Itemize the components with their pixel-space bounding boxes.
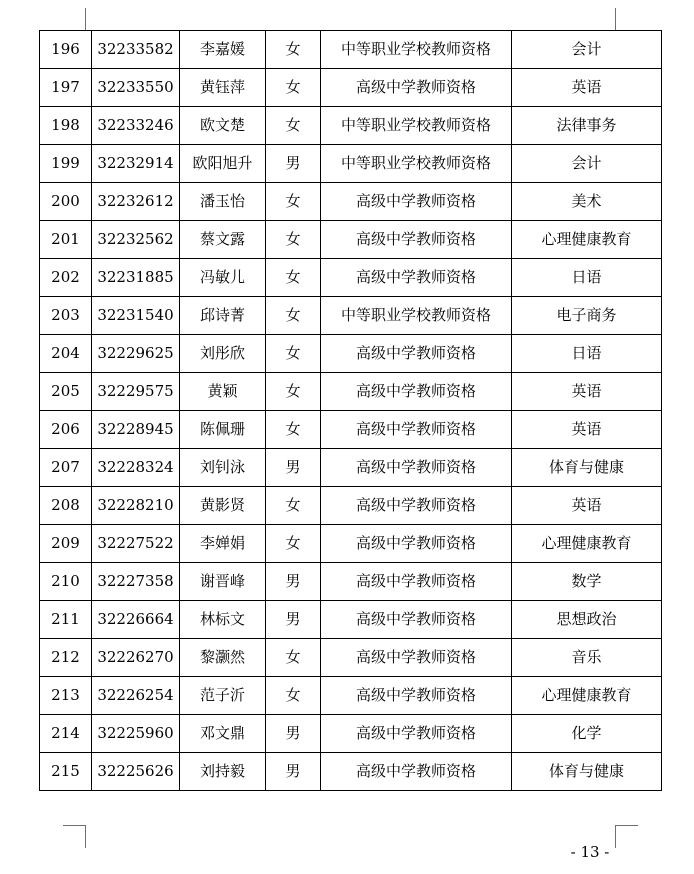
row-number-cell: 200: [40, 183, 92, 221]
subject-cell: 心理健康教育: [512, 525, 662, 563]
gender-cell: 女: [266, 411, 321, 449]
candidate-id-cell: 32226664: [92, 601, 180, 639]
row-number-cell: 212: [40, 639, 92, 677]
subject-cell: 思想政治: [512, 601, 662, 639]
table-row: [40, 31, 662, 69]
candidate-name-cell: 李婵娟: [180, 525, 266, 563]
candidate-name-cell: 蔡文露: [180, 221, 266, 259]
qualification-cell: 高级中学教师资格: [321, 449, 512, 487]
table-row: [40, 335, 662, 373]
candidate-name-cell: 范子沂: [180, 677, 266, 715]
table-row: [40, 563, 662, 601]
row-number-cell: 211: [40, 601, 92, 639]
candidate-name-cell: 黄颖: [180, 373, 266, 411]
candidate-name-cell: 邱诗菁: [180, 297, 266, 335]
candidate-name-cell: 刘彤欣: [180, 335, 266, 373]
row-number-cell: 208: [40, 487, 92, 525]
table-row: [40, 183, 662, 221]
subject-cell: 会计: [512, 31, 662, 69]
row-number-cell: 196: [40, 31, 92, 69]
row-number-cell: 201: [40, 221, 92, 259]
gender-cell: 女: [266, 69, 321, 107]
candidate-table-body: [40, 31, 662, 791]
table-row: [40, 753, 662, 791]
row-number-cell: 204: [40, 335, 92, 373]
candidate-id-cell: 32228210: [92, 487, 180, 525]
subject-cell: 会计: [512, 145, 662, 183]
subject-cell: 英语: [512, 487, 662, 525]
gender-cell: 男: [266, 449, 321, 487]
row-number-cell: 203: [40, 297, 92, 335]
row-number-cell: 207: [40, 449, 92, 487]
subject-cell: 英语: [512, 373, 662, 411]
qualification-cell: 高级中学教师资格: [321, 563, 512, 601]
candidate-id-cell: 32229625: [92, 335, 180, 373]
candidate-id-cell: 32232612: [92, 183, 180, 221]
row-number-cell: 215: [40, 753, 92, 791]
subject-cell: 日语: [512, 259, 662, 297]
gender-cell: 男: [266, 601, 321, 639]
candidate-id-cell: 32231885: [92, 259, 180, 297]
gender-cell: 女: [266, 639, 321, 677]
table-row: [40, 639, 662, 677]
qualification-cell: 高级中学教师资格: [321, 335, 512, 373]
candidate-name-cell: 林标文: [180, 601, 266, 639]
candidate-name-cell: 刘钊泳: [180, 449, 266, 487]
qualification-cell: 高级中学教师资格: [321, 373, 512, 411]
subject-cell: 法律事务: [512, 107, 662, 145]
candidate-name-cell: 黄影贤: [180, 487, 266, 525]
candidate-id-cell: 32227358: [92, 563, 180, 601]
gender-cell: 女: [266, 259, 321, 297]
subject-cell: 数学: [512, 563, 662, 601]
table-row: [40, 69, 662, 107]
candidate-id-cell: 32227522: [92, 525, 180, 563]
subject-cell: 电子商务: [512, 297, 662, 335]
qualification-cell: 高级中学教师资格: [321, 487, 512, 525]
candidate-id-cell: 32228945: [92, 411, 180, 449]
candidate-id-cell: 32233246: [92, 107, 180, 145]
candidate-name-cell: 欧文楚: [180, 107, 266, 145]
qualification-cell: 高级中学教师资格: [321, 715, 512, 753]
qualification-cell: 中等职业学校教师资格: [321, 31, 512, 69]
candidate-name-cell: 黎灏然: [180, 639, 266, 677]
crop-mark-top-right: [615, 8, 638, 31]
candidate-id-cell: 32233582: [92, 31, 180, 69]
candidate-name-cell: 黄钰萍: [180, 69, 266, 107]
gender-cell: 女: [266, 677, 321, 715]
qualification-cell: 中等职业学校教师资格: [321, 107, 512, 145]
candidate-name-cell: 刘持毅: [180, 753, 266, 791]
qualification-cell: 高级中学教师资格: [321, 525, 512, 563]
qualification-cell: 高级中学教师资格: [321, 677, 512, 715]
gender-cell: 女: [266, 525, 321, 563]
candidate-name-cell: 冯敏儿: [180, 259, 266, 297]
candidate-id-cell: 32228324: [92, 449, 180, 487]
table-row: [40, 677, 662, 715]
crop-mark-top-left: [63, 8, 86, 31]
table-row: [40, 145, 662, 183]
gender-cell: 男: [266, 563, 321, 601]
gender-cell: 女: [266, 297, 321, 335]
gender-cell: 女: [266, 107, 321, 145]
candidate-name-cell: 邓文鼎: [180, 715, 266, 753]
subject-cell: 音乐: [512, 639, 662, 677]
table-row: [40, 715, 662, 753]
gender-cell: 男: [266, 145, 321, 183]
subject-cell: 心理健康教育: [512, 221, 662, 259]
candidate-name-cell: 谢晋峰: [180, 563, 266, 601]
page-number: - 13 -: [570, 843, 610, 861]
qualification-cell: 中等职业学校教师资格: [321, 145, 512, 183]
candidate-name-cell: 李嘉媛: [180, 31, 266, 69]
row-number-cell: 210: [40, 563, 92, 601]
row-number-cell: 213: [40, 677, 92, 715]
subject-cell: 美术: [512, 183, 662, 221]
gender-cell: 男: [266, 715, 321, 753]
gender-cell: 女: [266, 487, 321, 525]
table-row: [40, 487, 662, 525]
candidate-id-cell: 32226270: [92, 639, 180, 677]
qualification-cell: 高级中学教师资格: [321, 753, 512, 791]
gender-cell: 女: [266, 31, 321, 69]
qualification-cell: 高级中学教师资格: [321, 69, 512, 107]
subject-cell: 体育与健康: [512, 753, 662, 791]
qualification-cell: 高级中学教师资格: [321, 183, 512, 221]
qualification-cell: 高级中学教师资格: [321, 259, 512, 297]
qualification-cell: 高级中学教师资格: [321, 411, 512, 449]
candidate-id-cell: 32229575: [92, 373, 180, 411]
subject-cell: 英语: [512, 69, 662, 107]
qualification-cell: 高级中学教师资格: [321, 639, 512, 677]
subject-cell: 化学: [512, 715, 662, 753]
table-row: [40, 221, 662, 259]
qualification-cell: 高级中学教师资格: [321, 601, 512, 639]
candidate-id-cell: 32225960: [92, 715, 180, 753]
subject-cell: 日语: [512, 335, 662, 373]
candidate-id-cell: 32231540: [92, 297, 180, 335]
crop-mark-bottom-left: [63, 825, 86, 848]
row-number-cell: 197: [40, 69, 92, 107]
qualification-cell: 高级中学教师资格: [321, 221, 512, 259]
candidate-name-cell: 陈佩珊: [180, 411, 266, 449]
table-row: [40, 525, 662, 563]
candidate-id-cell: 32226254: [92, 677, 180, 715]
qualification-cell: 中等职业学校教师资格: [321, 297, 512, 335]
table-row: [40, 411, 662, 449]
row-number-cell: 202: [40, 259, 92, 297]
gender-cell: 女: [266, 183, 321, 221]
table-row: [40, 601, 662, 639]
gender-cell: 女: [266, 373, 321, 411]
candidate-id-cell: 32232562: [92, 221, 180, 259]
candidate-id-cell: 32233550: [92, 69, 180, 107]
table-row: [40, 297, 662, 335]
gender-cell: 男: [266, 753, 321, 791]
candidate-name-cell: 潘玉怡: [180, 183, 266, 221]
row-number-cell: 199: [40, 145, 92, 183]
candidate-table: [39, 30, 662, 791]
row-number-cell: 198: [40, 107, 92, 145]
candidate-id-cell: 32225626: [92, 753, 180, 791]
gender-cell: 女: [266, 335, 321, 373]
row-number-cell: 206: [40, 411, 92, 449]
subject-cell: 体育与健康: [512, 449, 662, 487]
candidate-id-cell: 32232914: [92, 145, 180, 183]
table-row: [40, 449, 662, 487]
row-number-cell: 209: [40, 525, 92, 563]
table-row: [40, 259, 662, 297]
table-row: [40, 107, 662, 145]
row-number-cell: 205: [40, 373, 92, 411]
row-number-cell: 214: [40, 715, 92, 753]
gender-cell: 女: [266, 221, 321, 259]
subject-cell: 英语: [512, 411, 662, 449]
table-row: [40, 373, 662, 411]
candidate-name-cell: 欧阳旭升: [180, 145, 266, 183]
subject-cell: 心理健康教育: [512, 677, 662, 715]
